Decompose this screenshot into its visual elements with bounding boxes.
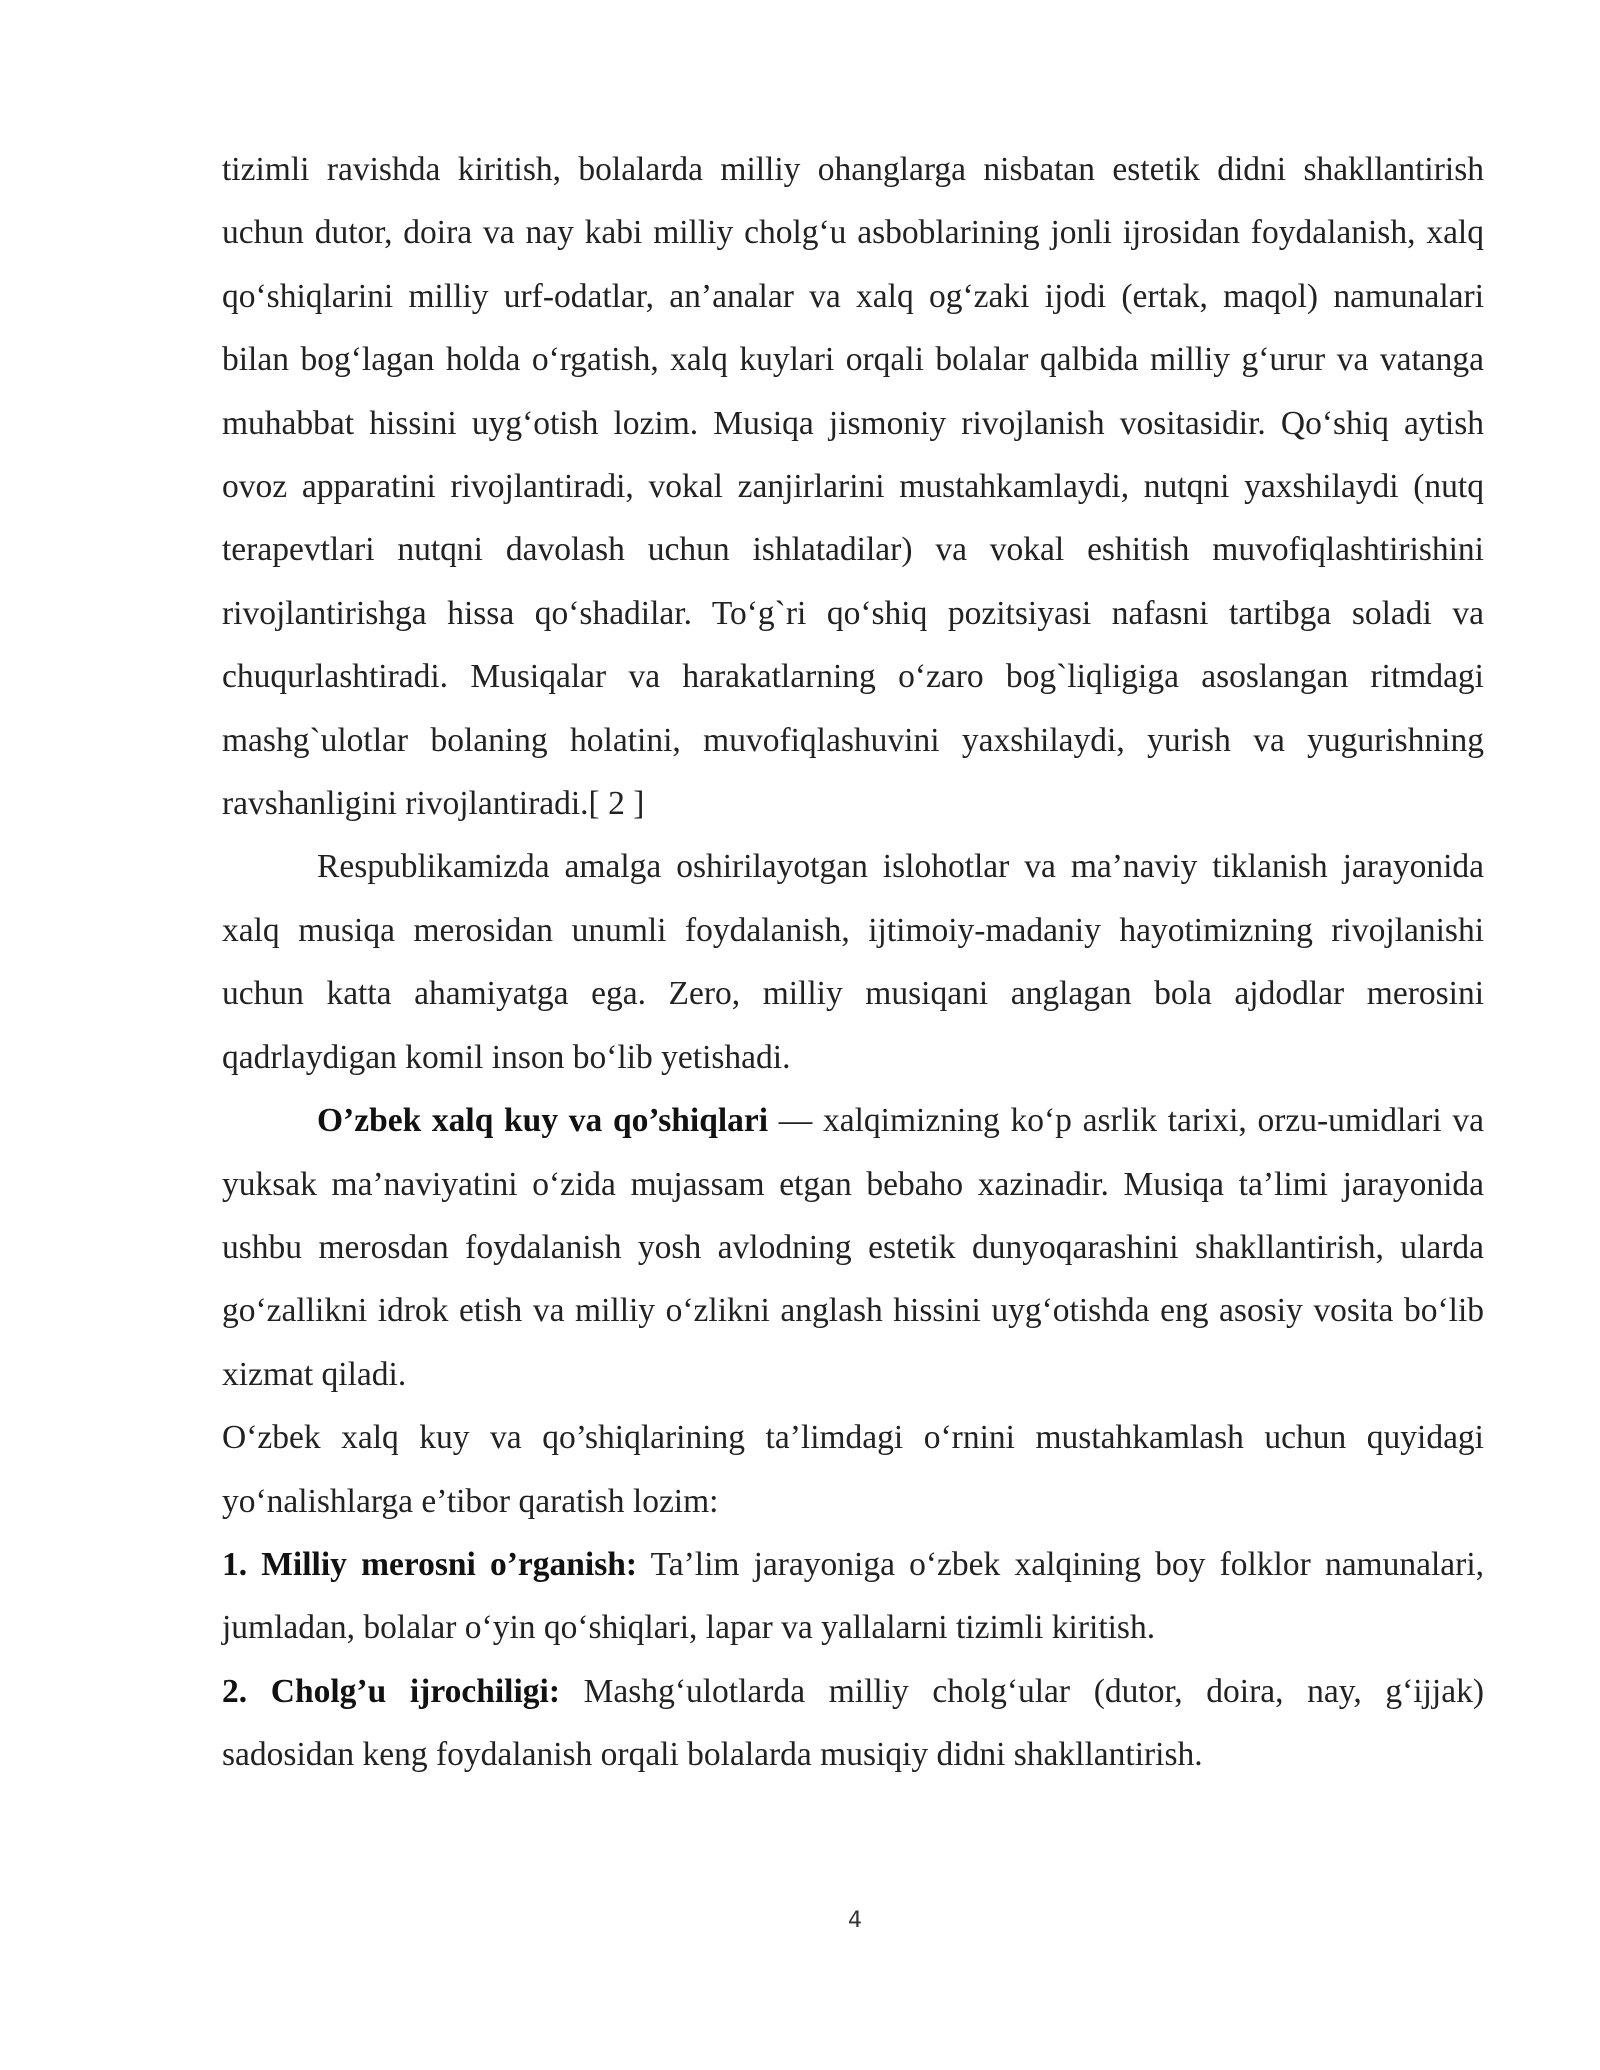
list-item-label: 1. Milliy merosni o’rganish: bbox=[222, 1545, 638, 1583]
list-item-label: 2. Cholg’u ijrochiligi: bbox=[222, 1672, 560, 1710]
list-item bbox=[222, 1660, 1484, 1787]
folk-songs-text: — xalqimizning ko‘p asrlik tarixi, orzu-umidlari va yuksak ma’naviyatini o‘zida mujassam etgan bebaho xazinadir. Musiqa ta’limi jarayonida ushbu merosdan foydalanish yosh avlodning estetik dunyoqarashini shakllantirish, ularda go‘zallikni idrok etish va milliy o‘zlikni anglash hissini uyg‘otishda eng asosiy vosita bo‘lib xizmat qiladi. bbox=[222, 1102, 1484, 1393]
list-item-text: Ta’lim jarayoniga o‘zbek xalqining boy folklor namunalari, jumladan, bolalar o‘yin qo‘shiqlari, lapar va yallalarni tizimli kiritish. bbox=[222, 1545, 1485, 1647]
list-item-text: Mashg‘ulotlarda milliy cholg‘ular (dutor, doira, nay, g‘ijjak) sadosidan keng foydalanish orqali bolalarda musiqiy didni shakllantirish. bbox=[222, 1672, 1484, 1774]
paragraph-folk-songs bbox=[222, 1089, 1484, 1406]
paragraph-reforms: Respublikamizda amalga oshirilayotgan islohotlar va ma’naviy tiklanish jarayonida xalq musiqa merosidan unumli foydalanish, ijtimoiy-madaniy hayotimizning rivojlanishi uchun katta ahamiyatga ega. Zero, milliy musiqani anglagan bola ajdodlar merosini qadrlaydigan komil inson bo‘lib yetishadi. bbox=[222, 848, 1484, 1076]
paragraph-directions-intro: O‘zbek xalq kuy va qo’shiqlarining ta’limdagi o‘rnini mustahkamlash uchun quyidagi yo‘nalishlarga e’tibor qaratish lozim: bbox=[222, 1419, 1484, 1520]
paragraph-continuation: tizimli ravishda kiritish, bolalarda milliy ohanglarga nisbatan estetik didni shakllantirish uchun dutor, doira va nay kabi milliy cholg‘u asboblarining jonli ijrosidan foydalanish, xalq qo‘shiqlarini milliy urf-odatlar, an’analar va xalq og‘zaki ijodi (ertak, maqol) namunalari bilan bog‘lagan holda o‘rgatish, xalq kuylari orqali bolalar qalbida milliy g‘urur va vatanga muhabbat hissini uyg‘otish lozim. Musiqa jismoniy rivojlanish vositasidir. Qo‘shiq aytish ovoz apparatini rivojlantiradi, vokal zanjirlarini mustahkamlaydi, nutqni yaxshilaydi (nutq terapevtlari nutqni davolash uchun ishlatadilar) va vokal eshitish muvofiqlashtirishini rivojlantirishga hissa qo‘shadilar. To‘g`ri qo‘shiq pozitsiyasi nafasni tartibga soladi va chuqurlashtiradi. Musiqalar va harakatlarning o‘zaro bog`liqligiga asoslangan ritmdagi mashg`ulotlar bolaning holatini, muvofiqlashuvini yaxshilaydi, yurish va yugurishning ravshanligini rivojlantiradi.[ 2 ] bbox=[222, 151, 1484, 823]
folk-songs-heading: O’zbek xalq kuy va qo’shiqlari bbox=[317, 1102, 769, 1140]
list-item bbox=[222, 1533, 1484, 1660]
page-number: 4 bbox=[848, 1908, 862, 1933]
body-text bbox=[222, 138, 1484, 1787]
